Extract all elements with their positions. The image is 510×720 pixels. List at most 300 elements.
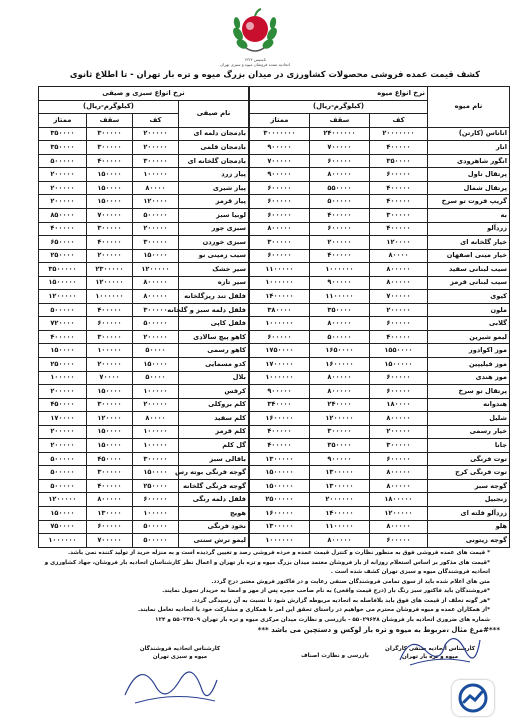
fruit-cell-min: ۸۰۰۰۰ (370, 249, 428, 263)
fruit-cell-min: ۶۰۰۰۰۰ (370, 452, 428, 466)
veg-cell-name: هویج (178, 506, 248, 520)
fruit-cell-name: گوجه سبز (428, 479, 510, 493)
fruit-cell-best: ۳۰۰۰۰۰ (249, 236, 309, 250)
document-title: کشف قیمت عمده فروشی محصولات کشاورزی در میدان بزرگ میوه و تره بار تهران - تا اطلاع ثانوی (69, 69, 480, 79)
fruit-cell-min: ۱۵۰۰۰۰۰ (370, 357, 428, 371)
veg-cell-best: ۳۵۰۰۰۰ (38, 127, 86, 141)
veg-cell-best: ۶۵۰۰۰۰ (38, 236, 86, 250)
veg-cell-min: ۱۵۰۰۰۰ (132, 466, 178, 480)
veg-cell-name: نخود فرنگی (178, 520, 248, 534)
veg-cell-best: ۱۷۰۰۰۰ (38, 412, 86, 426)
veg-row (38, 154, 248, 168)
fruit-cell-min: ۴۰۰۰۰۰ (370, 195, 428, 209)
veg-cell-name: کرفس (178, 385, 248, 399)
veg-cell-min: ۵۰۰۰۰۰ (132, 317, 178, 331)
veg-cell-max: ۳۰۰۰۰۰ (86, 127, 132, 141)
note-line: شماره های ضروری اتحادیه بار فروشان ۵۵۰۲۹۶۴۸ - بازرسی و نظارت میدان مرکزی میوه و تره بار تهران ۵۵۰۲۴۵۰۹ و ۱۲۴ (155, 616, 490, 623)
fruit-cell-max: ۸۰۰۰۰۰ (310, 534, 370, 548)
fruit-row (249, 344, 509, 358)
fruit-cell-name: لیمو شیرین (428, 330, 510, 344)
fruit-cell-name: ملون (428, 303, 510, 317)
fruit-row (249, 303, 509, 317)
veg-cell-min: ۱۰۰۰۰۰ (132, 425, 178, 439)
fruit-row (249, 466, 509, 480)
signature-title: کارشناس اتحادیه صنفی کارگران (385, 646, 475, 652)
fruit-cell-max: ۸۰۰۰۰۰ (310, 385, 370, 399)
veg-cell-best: ۱۰۰۰۰۰۰ (38, 534, 86, 548)
veg-row (38, 127, 248, 141)
fruit-cell-max: ۱۱۰۰۰۰۰ (310, 520, 370, 534)
veg-row (38, 412, 248, 426)
veg-cell-best: ۴۵۰۰۰۰ (38, 398, 86, 412)
fruit-price-table (249, 86, 510, 548)
fruit-row (249, 141, 509, 155)
veg-row (38, 249, 248, 263)
veg-row (38, 236, 248, 250)
veg-row (38, 344, 248, 358)
veg-cell-max: ۷۰۰۰۰ (86, 371, 132, 385)
fruit-cell-best: ۱۰۰۰۰۰۰ (249, 371, 309, 385)
veg-cell-best: ۱۵۰۰۰۰ (38, 506, 86, 520)
veg-row (38, 479, 248, 493)
veg-cell-name: فلفل دلمه سبز و گلخانه (178, 303, 248, 317)
fruit-cell-name: سیب لبنانی قرمز (428, 276, 510, 290)
fruit-cell-best: ۸۰۰۰۰۰ (249, 222, 309, 236)
fruit-cell-min: ۱۸۰۰۰۰۰ (370, 493, 428, 507)
fruit-cell-max: ۵۰۰۰۰۰ (310, 195, 370, 209)
fruit-row (249, 506, 509, 520)
veg-cell-max: ۴۵۰۰۰۰ (86, 452, 132, 466)
fruit-col-max: سقف (310, 114, 370, 128)
fruit-cell-name: کیوی (428, 290, 510, 304)
publisher-badge (452, 680, 494, 716)
fruit-row (249, 371, 509, 385)
veg-cell-best: ۴۰۰۰۰۰ (38, 222, 86, 236)
note-line: متن های اعلام شده باید از سوی تمامی فروشندگان صنفی رعایت و در فاکتور فروش معتبر درج گردد. (211, 578, 490, 585)
veg-row (38, 520, 248, 534)
fruit-cell-min: ۱۲۰۰۰۰ (370, 236, 428, 250)
veg-cell-max: ۱۵۰۰۰۰ (86, 181, 132, 195)
fruit-row (249, 493, 509, 507)
fruit-cell-max: ۴۰۰۰۰۰ (310, 208, 370, 222)
fruit-cell-name: موز اکوادور (428, 344, 510, 358)
veg-row (38, 263, 248, 277)
veg-cell-best: ۲۰۰۰۰۰ (38, 181, 86, 195)
fruit-cell-min: ۸۰۰۰۰۰ (370, 520, 428, 534)
veg-cell-min: ۸۰۰۰۰۰ (132, 276, 178, 290)
veg-row (38, 506, 248, 520)
fruit-cell-best: ۱۷۵۰۰۰۰ (249, 344, 309, 358)
fruit-col-name: نام میوه (428, 87, 510, 128)
veg-row (38, 181, 248, 195)
fruit-row (249, 357, 509, 371)
veg-cell-max: ۳۰۰۰۰۰ (86, 330, 132, 344)
veg-cell-min: ۲۵۰۰۰۰ (132, 479, 178, 493)
veg-cell-name: سیر خشک (178, 263, 248, 277)
veg-cell-min: ۱۲۰۰۰۰ (132, 195, 178, 209)
veg-cell-max: ۱۰۰۰۰۰ (86, 344, 132, 358)
veg-row (38, 493, 248, 507)
fruit-cell-best: ۹۰۰۰۰۰ (249, 141, 309, 155)
fruit-cell-max: ۲۰۰۰۰۰۰ (310, 493, 370, 507)
fruit-cell-min: ۱۲۰۰۰۰۰ (370, 506, 428, 520)
veg-cell-best: ۲۵۰۰۰۰ (38, 357, 86, 371)
veg-cell-best: ۱۲۰۰۰۰۰ (38, 290, 86, 304)
notes-section (44, 549, 490, 625)
veg-row (38, 141, 248, 155)
fruit-cell-min: ۶۰۰۰۰۰ (370, 385, 428, 399)
veg-cell-best: ۲۰۰۰۰۰ (38, 195, 86, 209)
veg-cell-best: ۸۵۰۰۰۰ (38, 208, 86, 222)
veg-cell-name: پیاز زرد (178, 168, 248, 182)
veg-cell-max: ۴۰۰۰۰۰ (86, 236, 132, 250)
fruit-cell-best: ۳۸۰۰۰۰ (249, 303, 309, 317)
fruit-cell-name: خیار رسمی (428, 425, 510, 439)
veg-row (38, 398, 248, 412)
signature-subtitle: میوه و تره بار تهران (401, 654, 459, 660)
veg-row (38, 357, 248, 371)
veg-cell-name: سبزی خوردن (178, 236, 248, 250)
fruit-cell-max: ۱۳۰۰۰۰۰ (310, 466, 370, 480)
fruit-row (249, 236, 509, 250)
veg-row (38, 534, 248, 548)
veg-cell-max: ۳۰۰۰۰۰ (86, 398, 132, 412)
fruit-cell-best: ۱۶۰۰۰۰۰ (249, 506, 309, 520)
fruit-unit: (کیلوگرم-ریال) (249, 100, 427, 114)
veg-cell-max: ۴۰۰۰۰۰ (86, 479, 132, 493)
veg-cell-best: ۷۲۰۰۰۰ (38, 317, 86, 331)
veg-cell-min: ۲۰۰۰۰۰ (132, 127, 178, 141)
fruit-cell-max: ۶۰۰۰۰۰ (310, 154, 370, 168)
veg-col-best: ممتاز (38, 114, 86, 128)
fruit-cell-best: ۶۰۰۰۰۰ (249, 330, 309, 344)
fruit-cell-name: زردآلو فلته ای (428, 506, 510, 520)
veg-cell-min: ۵۰۰۰۰ (132, 344, 178, 358)
fruit-cell-name: شلیل (428, 412, 510, 426)
veg-cell-best: ۱۰۰۰۰۰ (38, 371, 86, 385)
fruit-cell-name: انار (428, 141, 510, 155)
fruit-cell-name: توت فرنگی (428, 452, 510, 466)
veg-cell-name: باقالی سبز (178, 452, 248, 466)
fruit-cell-name: انگور شاهرودی (428, 154, 510, 168)
veg-row (38, 290, 248, 304)
fruit-cell-min: ۴۰۰۰۰۰ (370, 330, 428, 344)
fruit-row (249, 425, 509, 439)
veg-cell-max: ۸۰۰۰۰۰ (86, 493, 132, 507)
fruit-cell-name: سیب لبنانی سفید (428, 263, 510, 277)
veg-row (38, 317, 248, 331)
veg-cell-name: پیاز شیری (178, 181, 248, 195)
veg-row (38, 466, 248, 480)
fruit-cell-name: اناناس (کارتن) (428, 127, 510, 141)
fruit-row (249, 168, 509, 182)
fruit-cell-name: هندوانه (428, 398, 510, 412)
fruit-cell-min: ۸۰۰۰۰۰ (370, 479, 428, 493)
veg-cell-best: ۱۵۰۰۰۰۰ (38, 276, 86, 290)
fruit-cell-max: ۶۰۰۰۰۰ (310, 222, 370, 236)
vegetable-rows (38, 127, 248, 547)
fruit-row (249, 249, 509, 263)
veg-cell-name: فلفل کاپی (178, 317, 248, 331)
veg-cell-min: ۸۰۰۰۰ (132, 181, 178, 195)
veg-cell-name: بادمجان قلمی (178, 141, 248, 155)
fruit-row (249, 398, 509, 412)
fruit-cell-best: ۱۴۰۰۰۰۰ (249, 290, 309, 304)
union-logo-icon (228, 4, 282, 58)
fruit-cell-min: ۶۰۰۰۰۰ (370, 371, 428, 385)
veg-cell-min: ۵۰۰۰۰۰ (132, 208, 178, 222)
veg-cell-name: کلم قرمز (178, 425, 248, 439)
fruit-row (249, 195, 509, 209)
fruit-cell-max: ۱۰۰۰۰۰۰ (310, 263, 370, 277)
veg-cell-name: سبزی جور (178, 222, 248, 236)
fruit-cell-min: ۳۰۰۰۰۰ (370, 439, 428, 453)
fruit-cell-max: ۵۵۰۰۰۰ (310, 181, 370, 195)
veg-row (38, 452, 248, 466)
fruit-cell-name: موز فیلیپین (428, 357, 510, 371)
fruit-cell-name: جانا (428, 439, 510, 453)
fruit-cell-best: ۱۷۰۰۰۰۰ (249, 357, 309, 371)
veg-cell-name: کلم سفید (178, 412, 248, 426)
veg-cell-min: ۳۰۰۰۰۰ (132, 236, 178, 250)
veg-cell-name: لیمو ترش سنتی (178, 534, 248, 548)
veg-cell-min: ۸۰۰۰۰۰ (132, 290, 178, 304)
veg-cell-min: ۲۰۰۰۰۰ (132, 222, 178, 236)
veg-cell-name: سیب زمینی نو (178, 249, 248, 263)
fruit-cell-name: توت فرنگی کرج (428, 466, 510, 480)
fruit-cell-name: خیار مینی اصفهان (428, 249, 510, 263)
fruit-row (249, 263, 509, 277)
veg-cell-name: فلفل دلمه رنگی (178, 493, 248, 507)
fruit-row (249, 317, 509, 331)
fruit-cell-max: ۲۴۰۰۰۰ (310, 398, 370, 412)
fruit-cell-max: ۹۰۰۰۰۰ (310, 276, 370, 290)
fruit-row (249, 208, 509, 222)
fruit-cell-best: ۱۳۰۰۰۰۰ (249, 452, 309, 466)
veg-cell-max: ۴۰۰۰۰۰ (86, 303, 132, 317)
veg-cell-name: کلم بروکلی (178, 398, 248, 412)
veg-cell-max: ۳۰۰۰۰۰ (86, 141, 132, 155)
signature-title: کارشناس اتحادیه فروشندگان (139, 646, 221, 652)
veg-cell-best: ۵۰۰۰۰۰ (38, 479, 86, 493)
veg-cell-max: ۷۰۰۰۰۰ (86, 208, 132, 222)
veg-cell-max: ۱۵۰۰۰۰ (86, 195, 132, 209)
fruit-cell-max: ۲۰۰۰۰۰ (310, 236, 370, 250)
veg-cell-best: ۲۰۰۰۰۰ (38, 168, 86, 182)
fruit-cell-best: ۹۰۰۰۰۰ (249, 168, 309, 182)
veg-cell-max: ۶۰۰۰۰۰ (86, 520, 132, 534)
veg-cell-best: ۵۰۰۰۰۰ (38, 303, 86, 317)
veg-cell-max: ۱۵۰۰۰۰ (86, 385, 132, 399)
fruit-rows (249, 127, 509, 547)
veg-cell-max: ۳۰۰۰۰۰ (86, 222, 132, 236)
veg-col-max: سقف (86, 114, 132, 128)
fruit-row (249, 181, 509, 195)
veg-cell-min: ۵۰۰۰۰۰ (132, 520, 178, 534)
veg-cell-min: ۵۰۰۰۰۰ (132, 534, 178, 548)
fruit-cell-best: ۹۰۰۰۰۰ (249, 385, 309, 399)
fruit-cell-best: ۱۳۰۰۰۰۰ (249, 520, 309, 534)
veg-row (38, 168, 248, 182)
fruit-cell-name: گوجه زیتونی (428, 534, 510, 548)
veg-cell-name: گل کلم (178, 439, 248, 453)
fruit-cell-best: ۶۰۰۰۰۰ (249, 249, 309, 263)
veg-cell-name: بادمجان گلخانه ای (178, 154, 248, 168)
fruit-cell-name: به (428, 208, 510, 222)
fruit-cell-min: ۶۰۰۰۰۰ (370, 317, 428, 331)
fruit-cell-min: ۸۰۰۰۰۰ (370, 466, 428, 480)
veg-col-name: نام صیفی (178, 100, 248, 127)
fruit-cell-min: ۷۰۰۰۰۰ (370, 290, 428, 304)
veg-row (38, 195, 248, 209)
signature-title: بازرسی و نظارت اصناف (301, 653, 369, 659)
veg-cell-best: ۲۰۰۰۰۰ (38, 425, 86, 439)
veg-row (38, 208, 248, 222)
veg-cell-min: ۱۰۰۰۰۰ (132, 385, 178, 399)
veg-section-title: نرخ انواع سبزی و صیفی (38, 87, 248, 101)
veg-cell-best: ۷۵۰۰۰۰ (38, 520, 86, 534)
fruit-cell-min: ۳۰۰۰۰۰ (370, 208, 428, 222)
fruit-cell-min: ۳۵۰۰۰۰ (370, 154, 428, 168)
fruit-cell-best: ۶۰۰۰۰۰ (249, 195, 309, 209)
veg-cell-best: ۱۵۰۰۰۰ (38, 344, 86, 358)
veg-cell-min: ۳۰۰۰۰۰ (132, 452, 178, 466)
fruit-row (249, 479, 509, 493)
note-line: * قیمت های عمده فروشی فوق به منظور نظارت و کنترل قیمت عمده و خرده فروشی رصد و تعیین گردیده است و به منزله خرید از تولید کننده نمی باشد. (68, 550, 490, 556)
fruit-cell-max: ۹۰۰۰۰۰ (310, 452, 370, 466)
fruit-cell-best: ۱۵۰۰۰۰۰ (249, 479, 309, 493)
veg-cell-min: ۵۰۰۰۰ (132, 371, 178, 385)
fruit-cell-max: ۵۰۰۰۰۰ (310, 330, 370, 344)
fruit-cell-min: ۱۵۵۰۰۰۰ (370, 344, 428, 358)
veg-row (38, 222, 248, 236)
fruit-cell-best: ۳۰۰۰۰۰۰۰ (249, 127, 309, 141)
fruit-row (249, 439, 509, 453)
veg-cell-min: ۱۵۰۰۰۰ (132, 249, 178, 263)
veg-cell-best: ۵۰۰۰۰۰ (38, 466, 86, 480)
veg-cell-max: ۱۲۰۰۰۰۰ (86, 276, 132, 290)
veg-cell-max: ۱۵۰۰۰۰ (86, 425, 132, 439)
veg-cell-best: ۵۰۰۰۰۰ (38, 452, 86, 466)
veg-cell-name: گوجه فرنگی گلخانه (178, 479, 248, 493)
veg-cell-name: کاهو پیچ سالادی (178, 330, 248, 344)
veg-cell-min: ۱۰۰۰۰۰ (132, 168, 178, 182)
veg-cell-min: ۲۰۰۰۰۰ (132, 141, 178, 155)
fruit-cell-best: ۲۵۰۰۰۰۰ (249, 493, 309, 507)
fruit-cell-max: ۳۵۰۰۰۰ (310, 439, 370, 453)
fruit-cell-max: ۱۲۰۰۰۰۰ (310, 412, 370, 426)
fruit-row (249, 534, 509, 548)
veg-cell-best: ۲۰۰۰۰۰ (38, 439, 86, 453)
fruit-row (249, 154, 509, 168)
fruit-cell-max: ۳۵۰۰۰۰ (310, 303, 370, 317)
publisher-logo-icon (452, 680, 494, 716)
veg-cell-best: ۳۵۰۰۰۰۰ (38, 263, 86, 277)
veg-row (38, 276, 248, 290)
fruit-cell-best: ۴۰۰۰۰۰ (249, 439, 309, 453)
veg-row (38, 425, 248, 439)
fruit-row (249, 520, 509, 534)
fruit-cell-min: ۲۰۰۰۰۰ (370, 425, 428, 439)
veg-cell-best: ۵۰۰۰۰۰ (38, 154, 86, 168)
fruit-cell-name: موز هندی (428, 371, 510, 385)
veg-cell-name: بلال (178, 371, 248, 385)
note-line: *فروشندگان باید فاکتور سبز رنگ بار (درج قیمت واقعی) به نام صاحب حجره پس از مهر و امضا به خریدار تحویل نمایند. (162, 588, 490, 594)
veg-cell-min: ۳۰۰۰۰۰ (132, 303, 178, 317)
veg-cell-max: ۷۰۰۰۰۰ (86, 534, 132, 548)
veg-cell-min: ۶۰۰۰۰۰ (132, 493, 178, 507)
fruit-cell-max: ۳۰۰۰۰۰ (310, 425, 370, 439)
veg-row (38, 303, 248, 317)
vegetable-price-table (38, 86, 249, 548)
veg-cell-name: گوجه فرنگی بوته رس (178, 466, 248, 480)
fruit-cell-max: ۱۶۰۰۰۰۰ (310, 357, 370, 371)
fruit-cell-name: هلو (428, 520, 510, 534)
signature-subtitle: میوه و سبزی تهران (152, 654, 208, 660)
veg-cell-min: ۲۰۰۰۰۰ (132, 330, 178, 344)
signature-block-inspection (280, 652, 390, 660)
veg-cell-name: فلفل تند ریزگلخانه (178, 290, 248, 304)
fruit-cell-min: ۶۰۰۰۰۰ (370, 168, 428, 182)
veg-cell-best: ۴۰۰۰۰۰ (38, 330, 86, 344)
veg-cell-min: ۱۵۰۰۰۰ (132, 357, 178, 371)
fruit-cell-name: پرتقال تو سرخ (428, 385, 510, 399)
veg-cell-max: ۴۰۰۰۰۰ (86, 154, 132, 168)
veg-cell-best: ۲۵۰۰۰۰ (38, 249, 86, 263)
fruit-cell-best: ۷۰۰۰۰۰ (249, 154, 309, 168)
fruit-cell-name: گریپ فروت تو سرخ (428, 195, 510, 209)
logo-caption-line1: تاسیس ۱۳۲۴ (244, 57, 266, 62)
veg-cell-max: ۱۳۰۰۰۰ (86, 506, 132, 520)
fruit-cell-name: زنجبیل (428, 493, 510, 507)
fruit-cell-min: ۸۰۰۰۰۰ (370, 412, 428, 426)
logo-caption-line2: اتحادیه عمده فروشان میوه و سبزی تهران (220, 62, 290, 67)
veg-cell-name: بادمجان دلمه ای (178, 127, 248, 141)
fruit-cell-best: ۳۴۰۰۰۰ (249, 398, 309, 412)
veg-cell-best: ۲۰۰۰۰۰ (38, 385, 86, 399)
fruit-row (249, 290, 509, 304)
fruit-cell-max: ۲۴۰۰۰۰۰۰ (310, 127, 370, 141)
veg-row (38, 385, 248, 399)
fruit-row (249, 127, 509, 141)
fruit-cell-max: ۱۳۰۰۰۰۰ (310, 479, 370, 493)
fruit-cell-name: پرتقال تاول (428, 168, 510, 182)
fruit-cell-best: ۱۰۰۰۰۰۰ (249, 276, 309, 290)
veg-cell-max: ۳۰۰۰۰۰ (86, 466, 132, 480)
motto-line: ***#مرغ مثال ،مربوط به میوه و تره بار لوکس و دستچین می باشد *** (257, 626, 500, 634)
veg-cell-name: لوبیا سبز (178, 208, 248, 222)
veg-cell-max: ۱۰۰۰۰۰۰ (86, 290, 132, 304)
fruit-cell-max: ۷۰۰۰۰۰ (310, 141, 370, 155)
fruit-cell-best: ۶۰۰۰۰۰ (249, 208, 309, 222)
fruit-row (249, 276, 509, 290)
fruit-cell-name: خیار گلخانه ای (428, 236, 510, 250)
fruit-cell-max: ۸۰۰۰۰۰ (310, 168, 370, 182)
fruit-cell-best: ۶۰۰۰۰۰ (249, 181, 309, 195)
fruit-row (249, 330, 509, 344)
veg-unit: (کیلوگرم-ریال) (38, 100, 178, 114)
fruit-cell-max: ۸۰۰۰۰۰ (310, 317, 370, 331)
veg-cell-max: ۶۰۰۰۰۰ (86, 317, 132, 331)
fruit-cell-name: زردآلو (428, 222, 510, 236)
signature-scribble-right-icon (395, 630, 485, 670)
fruit-row (249, 222, 509, 236)
veg-cell-min: ۱۰۰۰۰۰ (132, 439, 178, 453)
fruit-col-best: ممتاز (249, 114, 309, 128)
veg-cell-max: ۲۰۰۰۰۰ (86, 249, 132, 263)
fruit-cell-best: ۱۵۰۰۰۰۰ (249, 466, 309, 480)
fruit-cell-name: پرتقال شمال (428, 181, 510, 195)
